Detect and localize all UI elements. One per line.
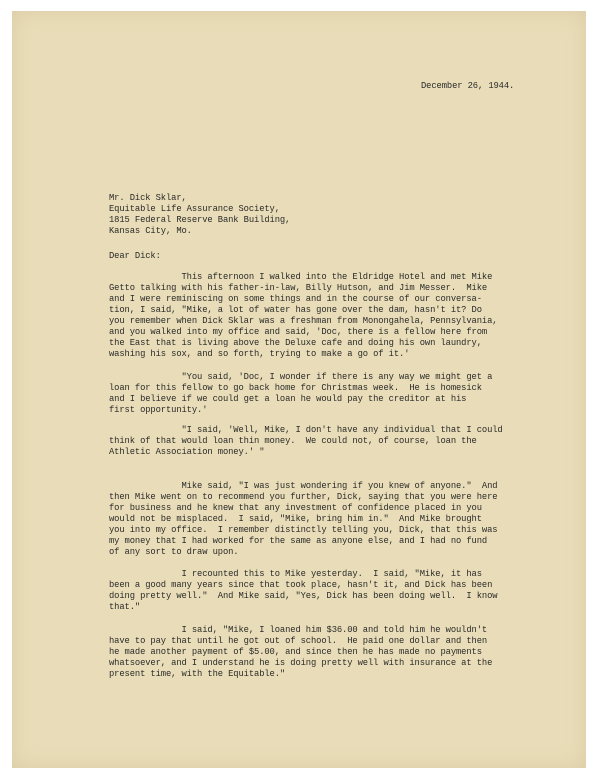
body-line: my money that I had worked for the same as anyone else, and I had no fund (109, 536, 488, 546)
recipient-city: Kansas City, Mo. (109, 226, 192, 236)
body-line: of any sort to draw upon. (109, 547, 239, 557)
body-line: I said, "Mike, I loaned him $36.00 and told him he wouldn't (109, 625, 488, 635)
recipient-company: Equitable Life Assurance Society, (109, 204, 280, 214)
body-line: that." (109, 602, 141, 612)
letter-page (12, 11, 586, 768)
body-line: have to pay that until he got out of school. He paid one dollar and then (109, 636, 488, 646)
body-line: and I were reminiscing on some things and in the course of our conversa- (109, 294, 482, 304)
body-line: would not be misplaced. I said, "Mike, bring him in." And Mike brought (109, 514, 482, 524)
body-line: tion, I said, "Mike, a lot of water has gone over the dam, hasn't it? Do (109, 305, 482, 315)
body-line: and you walked into my office and said, 'Doc, there is a fellow here from (109, 327, 488, 337)
body-line: Getto talking with his father-in-law, Billy Hutson, and Jim Messer. Mike (109, 283, 488, 293)
body-line: doing pretty well." And Mike said, "Yes, Dick has been doing well. I know (109, 591, 498, 601)
body-line: you remember when Dick Sklar was a freshman from Monongahela, Pennsylvania, (109, 316, 498, 326)
body-line: Mike said, "I was just wondering if you knew of anyone." And (109, 481, 498, 491)
body-line: and I believe if we could get a loan he would pay the creditor at his (109, 394, 467, 404)
body-line: loan for this fellow to go back home for Christmas week. He is homesick (109, 383, 482, 393)
body-line: washing his sox, and so forth, trying to make a go of it.' (109, 349, 410, 359)
body-line: "I said, 'Well, Mike, I don't have any individual that I could (109, 425, 503, 435)
body-line: first opportunity.' (109, 405, 208, 415)
body-line: been a good many years since that took place, hasn't it, and Dick has been (109, 580, 493, 590)
body-line: present time, with the Equitable." (109, 669, 286, 679)
letter-date: December 26, 1944. (421, 81, 515, 91)
body-line: whatsoever, and I understand he is doing pretty well with insurance at the (109, 658, 493, 668)
body-line: for business and he knew that any investment of confidence placed in you (109, 503, 482, 513)
body-line: the East that is living above the Deluxe cafe and doing his own laundry, (109, 338, 482, 348)
body-line: Athletic Association money.' " (109, 447, 265, 457)
body-line: This afternoon I walked into the Eldridge Hotel and met Mike (109, 272, 493, 282)
recipient-name: Mr. Dick Sklar, (109, 193, 187, 203)
salutation: Dear Dick: (109, 251, 161, 261)
body-line: you into my office. I remember distinctly telling you, Dick, that this was (109, 525, 498, 535)
recipient-street: 1815 Federal Reserve Bank Building, (109, 215, 291, 225)
body-line: "You said, 'Doc, I wonder if there is any way we might get a (109, 372, 493, 382)
body-line: he made another payment of $5.00, and since then he has made no payments (109, 647, 482, 657)
body-line: then Mike went on to recommend you further, Dick, saying that you were here (109, 492, 498, 502)
body-line: think of that would loan thin money. We could not, of course, loan the (109, 436, 477, 446)
body-line: I recounted this to Mike yesterday. I said, "Mike, it has (109, 569, 482, 579)
